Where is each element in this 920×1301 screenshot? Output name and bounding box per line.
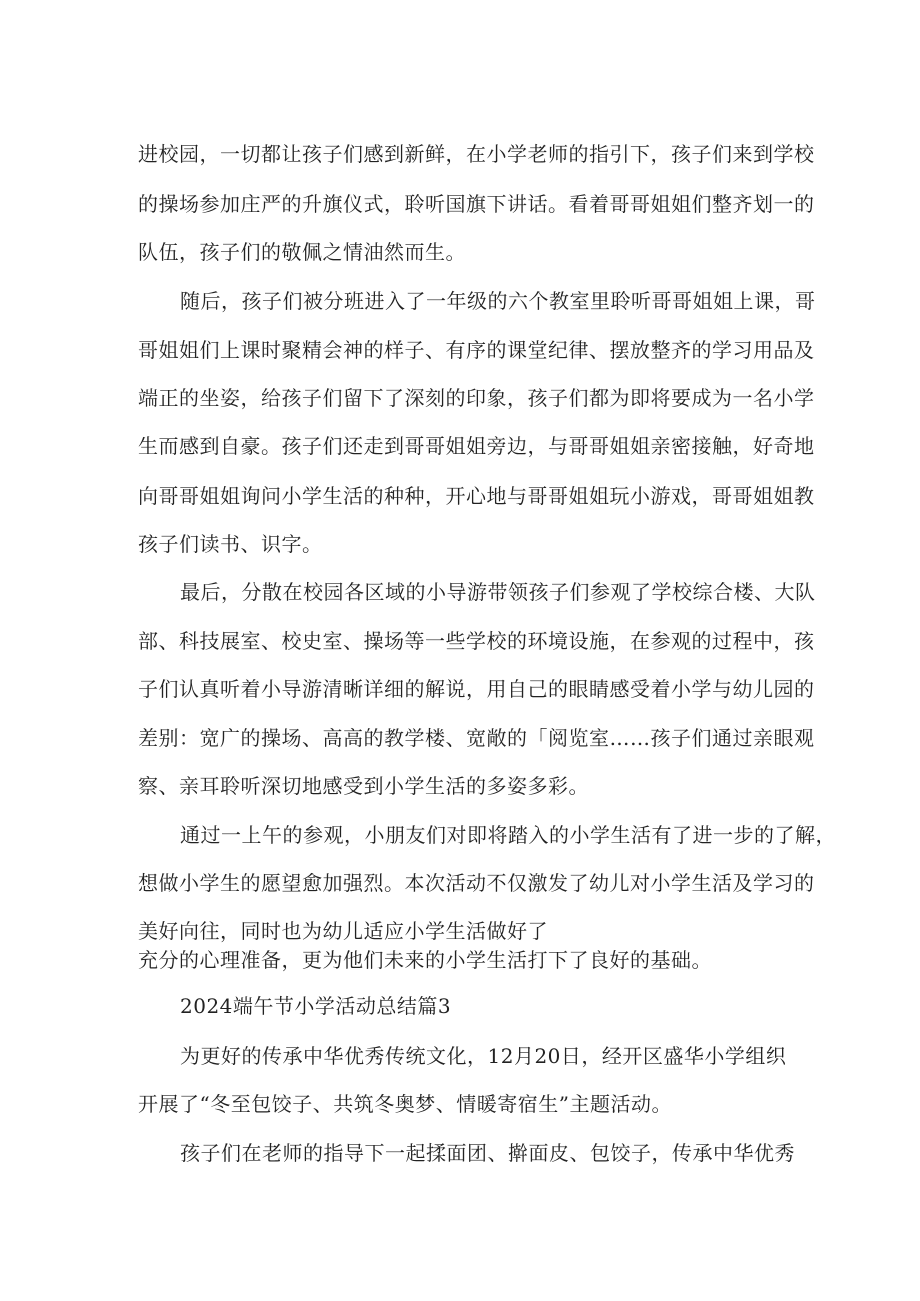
section-heading: 2024端午节小学活动总结篇3 (180, 994, 452, 1018)
paragraph-line: 最后，分散在校园各区域的小导游带领孩子们参观了学校综合楼、大队 (180, 580, 816, 604)
paragraph-line: 孩子们读书、识字。 (138, 532, 323, 556)
paragraph-line: 通过一上午的参观，小朋友们对即将踏入的小学生活有了进一步的了解， (180, 823, 836, 847)
paragraph-line: 想做小学生的愿望愈加强烈。本次活动不仅激发了幼儿对小学生活及学习的 (138, 871, 815, 895)
paragraph-line: 向哥哥姐姐询问小学生活的种种，开心地与哥哥姐姐玩小游戏，哥哥姐姐教 (138, 484, 815, 508)
paragraph-line: 端正的坐姿，给孩子们留下了深刻的印象，孩子们都为即将要成为一名小学 (138, 386, 815, 410)
paragraph-line: 差别：宽广的操场、高高的教学楼、宽敞的「阅览室……孩子们通过亲眼观 (138, 726, 815, 750)
paragraph-line: 随后，孩子们被分班进入了一年级的六个教室里聆听哥哥姐姐上课，哥 (180, 289, 816, 313)
paragraph-line: 开展了“冬至包饺子、共筑冬奥梦、情暖寄宿生”主题活动。 (138, 1092, 672, 1116)
paragraph-line: 充分的心理准备，更为他们未来的小学生活打下了良好的基础。 (138, 948, 712, 972)
paragraph-line: 为更好的传承中华优秀传统文化，12月20日，经开区盛华小学组织 (180, 1044, 787, 1068)
paragraph-line: 子们认真听着小导游清晰详细的解说，用自己的眼睛感受着小学与幼儿园的 (138, 677, 815, 701)
paragraph-line: 的操场参加庄严的升旗仪式，聆听国旗下讲话。看着哥哥姐姐们整齐划一的 (138, 192, 815, 216)
paragraph-line: 哥姐姐们上课时聚精会神的样子、有序的课堂纪律、摆放整齐的学习用品及 (138, 338, 815, 362)
paragraph-line: 生而感到自豪。孩子们还走到哥哥姐姐旁边，与哥哥姐姐亲密接触，好奇地 (138, 434, 815, 458)
paragraph-line: 察、亲耳聆听深切地感受到小学生活的多姿多彩。 (138, 774, 589, 798)
paragraph-line: 部、科技展室、校史室、操场等一些学校的环境设施，在参观的过程中，孩 (138, 629, 815, 653)
paragraph-line: 美好向往，同时也为幼儿适应小学生活做好了 (138, 919, 548, 943)
paragraph-line: 队伍，孩子们的敬佩之情油然而生。 (138, 240, 466, 264)
paragraph-line: 进校园，一切都让孩子们感到新鲜，在小学老师的指引下，孩子们来到学校 (138, 142, 815, 166)
paragraph-line: 孩子们在老师的指导下一起揉面团、擀面皮、包饺子，传承中华优秀 (180, 1141, 795, 1165)
